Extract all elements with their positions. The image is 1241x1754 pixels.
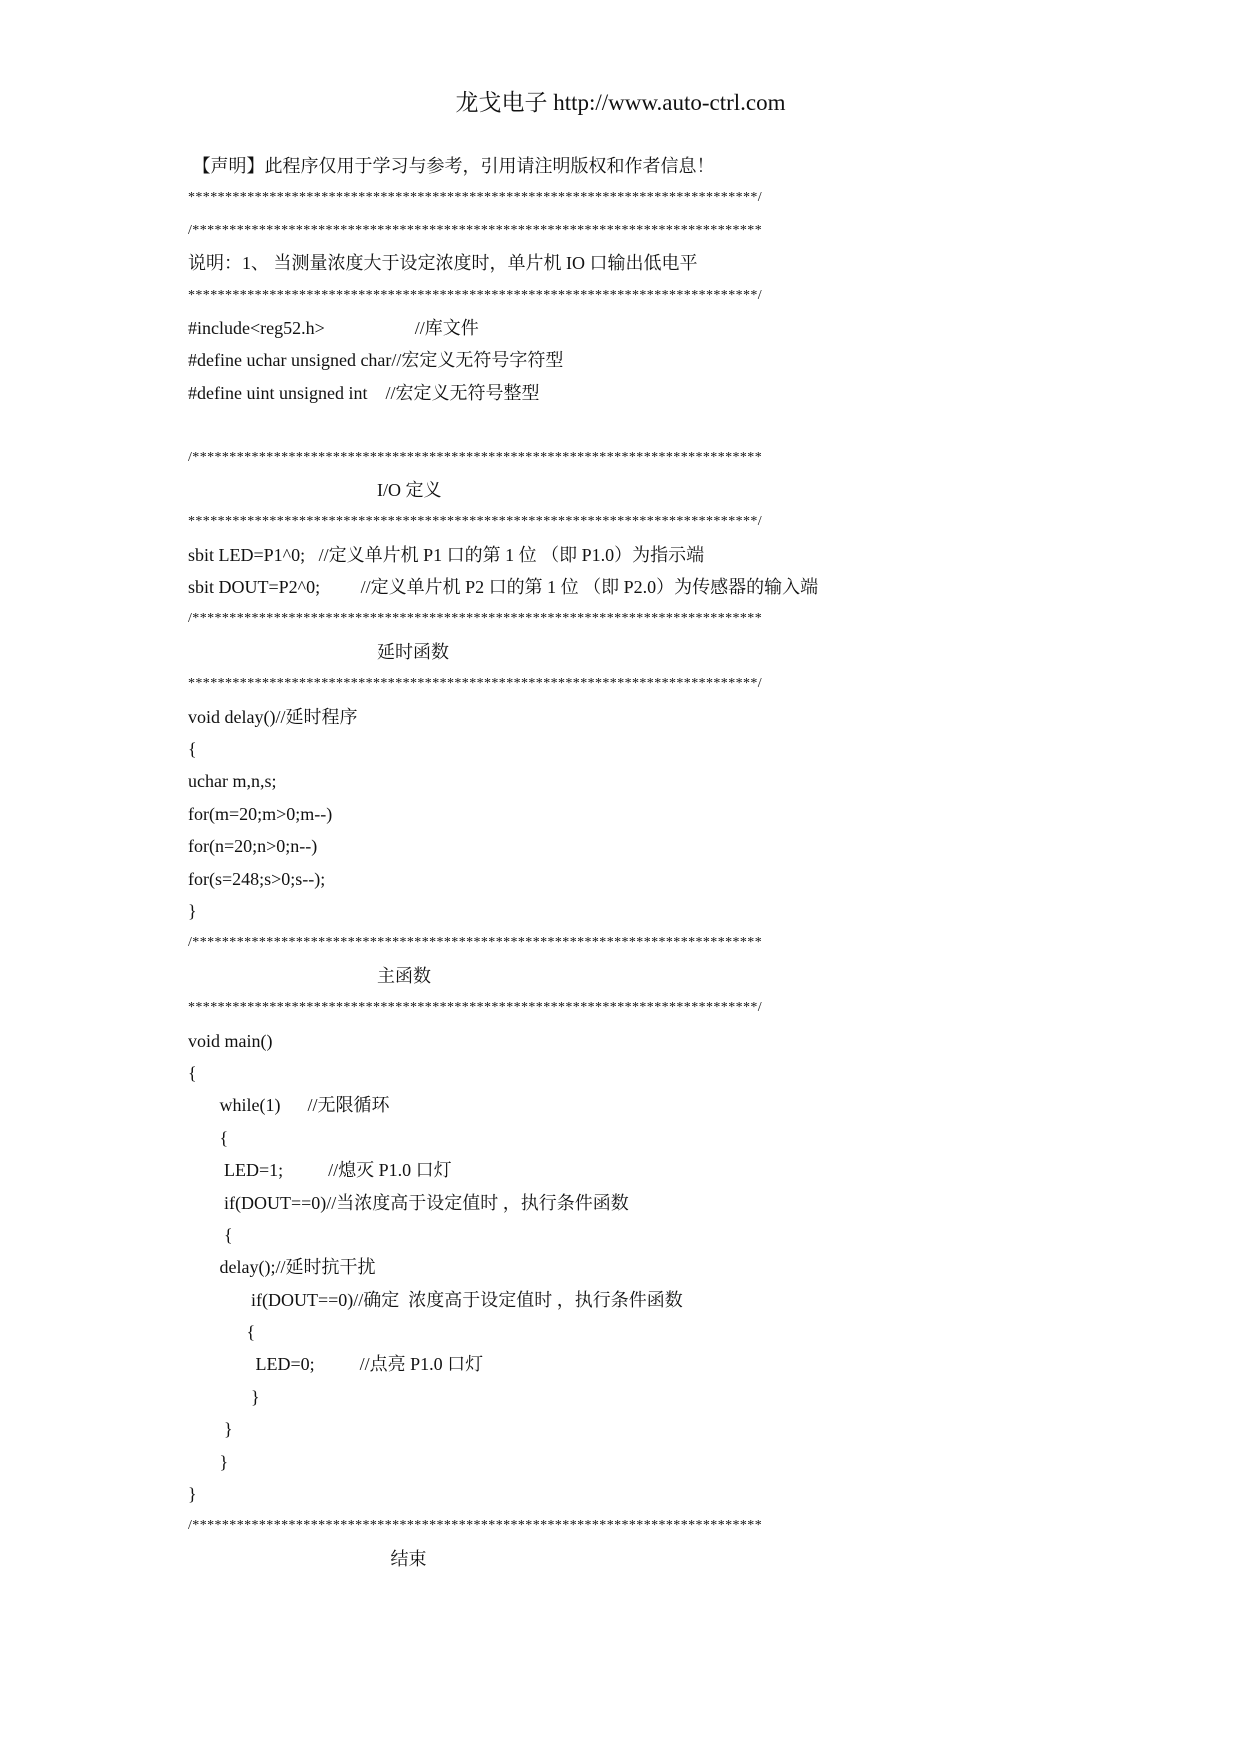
comment-border-line: *****************************************************************************/ <box>188 514 763 530</box>
code-listing <box>188 150 1188 1575</box>
code-line: LED=0; //点亮 P1.0 口灯 <box>188 1354 484 1375</box>
code-line: } <box>188 900 197 921</box>
comment-border-line: /***************************************************************************** <box>188 935 763 951</box>
code-line: if(DOUT==0)//确定 浓度高于设定值时 ，执行条件函数 <box>188 1289 683 1310</box>
code-line: { <box>188 739 197 760</box>
section-title: 延时函数 <box>188 641 449 662</box>
page-header-title: 龙戈电子 http://www.auto-ctrl.com <box>455 90 786 115</box>
code-line: for(n=20;n>0;n--) <box>188 836 318 857</box>
comment-border-line: /***************************************************************************** <box>188 611 763 627</box>
code-line: for(s=248;s>0;s--); <box>188 868 326 889</box>
comment-border-line: /***************************************************************************** <box>188 1518 763 1534</box>
code-line: { <box>188 1127 229 1148</box>
code-line: #define uint unsigned int //宏定义无符号整型 <box>188 382 540 403</box>
description-line: 说明：1、 当测量浓度大于设定浓度时，单片机 IO 口输出低电平 <box>188 253 698 274</box>
section-title: I/O 定义 <box>188 479 442 500</box>
comment-border-line: *****************************************************************************/ <box>188 287 763 303</box>
comment-border-line: /***************************************************************************** <box>188 449 763 465</box>
code-line: if(DOUT==0)//当浓度高于设定值时 ，执行条件函数 <box>188 1192 629 1213</box>
code-line: void main() <box>188 1030 273 1051</box>
code-line: sbit DOUT=P2^0; //定义单片机 P2 口的第 1 位 （即 P2.0）为传感器的输入端 <box>188 577 819 598</box>
code-line: while(1) //无限循环 <box>188 1095 390 1116</box>
code-line: } <box>188 1451 229 1472</box>
code-line: sbit LED=P1^0; //定义单片机 P1 口的第 1 位 （即 P1.0）为指示端 <box>188 544 705 565</box>
code-line: #define uchar unsigned char//宏定义无符号字符型 <box>188 350 564 371</box>
code-line: for(m=20;m>0;m--) <box>188 803 333 824</box>
comment-border-line: *****************************************************************************/ <box>188 676 763 692</box>
code-line: } <box>188 1419 233 1440</box>
code-line: uchar m,n,s; <box>188 771 277 792</box>
code-line: delay();//延时抗干扰 <box>188 1257 376 1278</box>
code-line: { <box>188 1062 197 1083</box>
blank-line <box>188 409 1188 441</box>
comment-border-line: *****************************************************************************/ <box>188 1000 763 1016</box>
code-line: } <box>188 1386 260 1407</box>
disclaimer-line: 【声明】此程序仅用于学习与参考，引用请注明版权和作者信息！ <box>188 156 715 176</box>
code-line: #include<reg52.h> //库文件 <box>188 317 479 338</box>
code-line: void delay()//延时程序 <box>188 706 358 727</box>
comment-border-line: /***************************************************************************** <box>188 222 763 238</box>
code-line: { <box>188 1224 233 1245</box>
comment-border-line: *****************************************************************************/ <box>188 190 763 206</box>
code-line: { <box>188 1322 256 1343</box>
section-title: 主函数 <box>188 965 431 986</box>
section-title: 结束 <box>188 1548 427 1569</box>
code-line: } <box>188 1484 197 1505</box>
code-line: LED=1; //熄灭 P1.0 口灯 <box>188 1160 452 1181</box>
